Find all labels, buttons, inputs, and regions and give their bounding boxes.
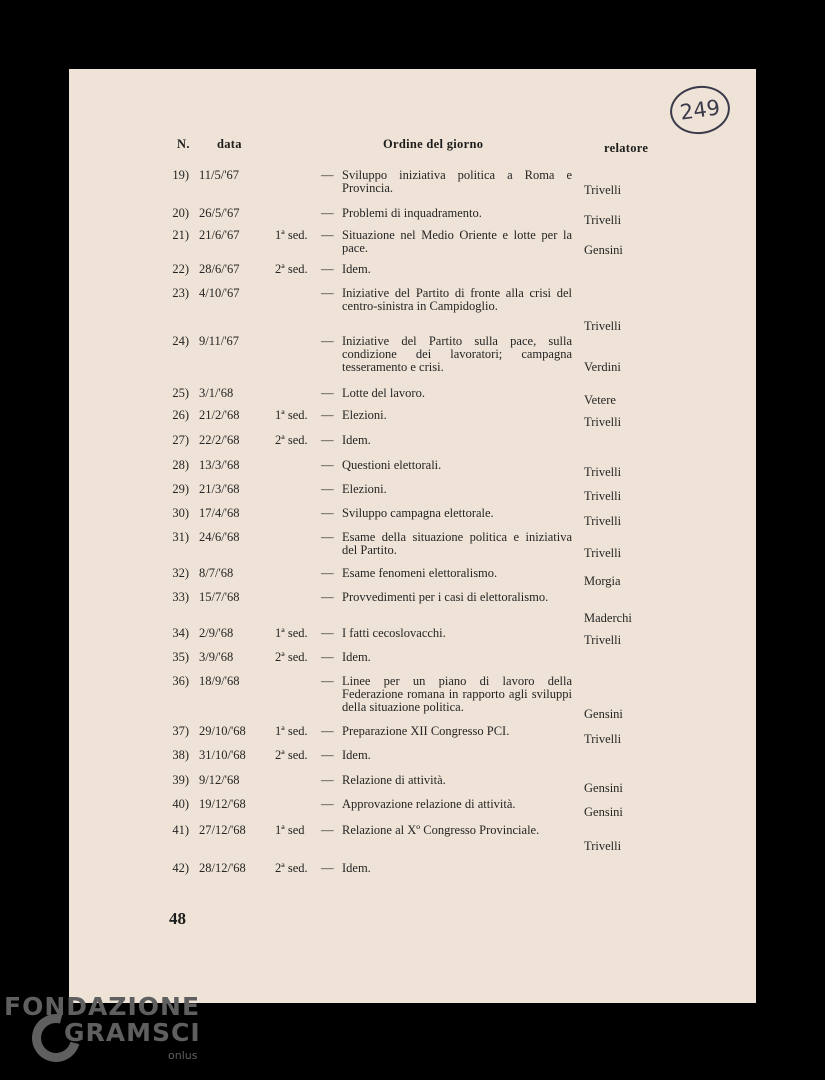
row-dash: — bbox=[321, 823, 334, 837]
row-subject: Sviluppo campagna elettorale. bbox=[342, 506, 494, 520]
row-dash: — bbox=[321, 861, 334, 875]
row-session: 2ª sed. bbox=[275, 262, 308, 276]
row-dash: — bbox=[321, 206, 334, 220]
row-date: 13/3/'68 bbox=[199, 458, 240, 472]
row-subject: Idem. bbox=[342, 433, 371, 447]
row-subject: Relazione di attività. bbox=[342, 773, 446, 787]
row-number: 21) bbox=[172, 228, 189, 242]
row-date: 17/4/'68 bbox=[199, 506, 240, 520]
logo-line-2: GRAMSCI bbox=[64, 1018, 201, 1047]
row-date: 29/10/'68 bbox=[199, 724, 246, 738]
row-subject: Provvedimenti per i casi di elettoralismo. bbox=[342, 590, 549, 604]
row-subject: Approvazione relazione di attività. bbox=[342, 797, 516, 811]
row-date: 9/12/'68 bbox=[199, 773, 240, 787]
row-number: 28) bbox=[172, 458, 189, 472]
row-subject: Sviluppo iniziativa politica a Roma e Provincia. bbox=[342, 168, 572, 195]
row-speaker: Trivelli bbox=[584, 489, 622, 503]
row-speaker: Trivelli bbox=[584, 319, 622, 333]
row-date: 8/7/'68 bbox=[199, 566, 234, 580]
row-number: 19) bbox=[172, 168, 189, 182]
row-session: 2ª sed. bbox=[275, 748, 308, 762]
row-dash: — bbox=[321, 626, 334, 640]
row-dash: — bbox=[321, 286, 334, 300]
page-number: 48 bbox=[169, 909, 186, 928]
row-speaker: Gensini bbox=[584, 707, 623, 721]
row-subject: Relazione al Xº Congresso Provinciale. bbox=[342, 823, 540, 837]
row-number: 38) bbox=[172, 748, 189, 762]
row-date: 9/11/'67 bbox=[199, 334, 239, 348]
logo-line-3: onlus bbox=[168, 1049, 198, 1062]
row-dash: — bbox=[321, 506, 334, 520]
row-speaker: Maderchi bbox=[584, 611, 632, 625]
row-speaker: Trivelli bbox=[584, 546, 622, 560]
row-subject: Esame della situazione politica e iniziativa del Partito. bbox=[342, 530, 572, 557]
row-session: 2ª sed. bbox=[275, 433, 308, 447]
handwritten-page-annotation: 249 bbox=[667, 82, 733, 138]
row-subject: Problemi di inquadramento. bbox=[342, 206, 482, 220]
row-subject: Elezioni. bbox=[342, 482, 387, 496]
row-date: 28/6/'67 bbox=[199, 262, 240, 276]
row-speaker: Gensini bbox=[584, 805, 623, 819]
row-date: 31/10/'68 bbox=[199, 748, 246, 762]
row-subject: Iniziative del Partito di fronte alla crisi del centro-sinistra in Campidoglio. bbox=[342, 286, 572, 313]
row-date: 3/9/'68 bbox=[199, 650, 234, 664]
row-dash: — bbox=[321, 530, 334, 544]
row-number: 27) bbox=[172, 433, 189, 447]
row-number: 25) bbox=[172, 386, 189, 400]
row-dash: — bbox=[321, 334, 334, 348]
row-date: 27/12/'68 bbox=[199, 823, 246, 837]
logo-line-1: FONDAZIONE bbox=[4, 992, 201, 1021]
row-speaker: Trivelli bbox=[584, 213, 622, 227]
row-date: 11/5/'67 bbox=[199, 168, 239, 182]
row-dash: — bbox=[321, 408, 334, 422]
row-subject: Questioni elettorali. bbox=[342, 458, 442, 472]
row-dash: — bbox=[321, 168, 334, 182]
row-number: 41) bbox=[172, 823, 189, 837]
row-dash: — bbox=[321, 650, 334, 664]
row-dash: — bbox=[321, 228, 334, 242]
row-number: 42) bbox=[172, 861, 189, 875]
header-speaker: relatore bbox=[604, 141, 649, 155]
row-speaker: Gensini bbox=[584, 781, 623, 795]
header-date: data bbox=[217, 137, 242, 151]
row-subject: Linee per un piano di lavoro della Federazione romana in rapporto agli sviluppi della situazione politica. bbox=[342, 674, 572, 714]
row-subject: Iniziative del Partito sulla pace, sulla condizione dei lavoratori; campagna tesseramento e crisi. bbox=[342, 334, 572, 374]
row-date: 21/6/'67 bbox=[199, 228, 240, 242]
row-number: 20) bbox=[172, 206, 189, 220]
row-number: 31) bbox=[172, 530, 189, 544]
row-number: 30) bbox=[172, 506, 189, 520]
row-date: 15/7/'68 bbox=[199, 590, 240, 604]
row-number: 22) bbox=[172, 262, 189, 276]
document-page bbox=[69, 69, 756, 1003]
row-subject: Elezioni. bbox=[342, 408, 387, 422]
row-session: 1ª sed. bbox=[275, 626, 308, 640]
row-speaker: Trivelli bbox=[584, 465, 622, 479]
row-dash: — bbox=[321, 724, 334, 738]
row-date: 22/2/'68 bbox=[199, 433, 240, 447]
row-session: 1ª sed bbox=[275, 823, 305, 837]
row-speaker: Trivelli bbox=[584, 514, 622, 528]
row-speaker: Gensini bbox=[584, 243, 623, 257]
row-speaker: Trivelli bbox=[584, 415, 622, 429]
row-subject: Preparazione XII Congresso PCI. bbox=[342, 724, 510, 738]
row-number: 24) bbox=[172, 334, 189, 348]
header-number: N. bbox=[177, 137, 190, 151]
row-date: 2/9/'68 bbox=[199, 626, 234, 640]
row-number: 33) bbox=[172, 590, 189, 604]
row-number: 34) bbox=[172, 626, 189, 640]
row-date: 21/3/'68 bbox=[199, 482, 240, 496]
row-session: 1ª sed. bbox=[275, 228, 308, 242]
row-dash: — bbox=[321, 262, 334, 276]
row-speaker: Trivelli bbox=[584, 839, 622, 853]
row-speaker: Trivelli bbox=[584, 732, 622, 746]
row-subject: Idem. bbox=[342, 650, 371, 664]
row-date: 26/5/'67 bbox=[199, 206, 240, 220]
row-speaker: Vetere bbox=[584, 393, 616, 407]
row-session: 2ª sed. bbox=[275, 861, 308, 875]
row-speaker: Verdini bbox=[584, 360, 621, 374]
row-subject: Idem. bbox=[342, 748, 371, 762]
row-date: 18/9/'68 bbox=[199, 674, 240, 688]
row-date: 4/10/'67 bbox=[199, 286, 240, 300]
row-dash: — bbox=[321, 748, 334, 762]
row-dash: — bbox=[321, 566, 334, 580]
row-number: 35) bbox=[172, 650, 189, 664]
row-session: 2ª sed. bbox=[275, 650, 308, 664]
row-number: 39) bbox=[172, 773, 189, 787]
row-dash: — bbox=[321, 458, 334, 472]
row-subject: Idem. bbox=[342, 262, 371, 276]
row-session: 1ª sed. bbox=[275, 724, 308, 738]
row-speaker: Trivelli bbox=[584, 183, 622, 197]
header-agenda: Ordine del giorno bbox=[383, 137, 484, 151]
row-dash: — bbox=[321, 797, 334, 811]
row-number: 40) bbox=[172, 797, 189, 811]
row-dash: — bbox=[321, 773, 334, 787]
row-date: 3/1/'68 bbox=[199, 386, 234, 400]
row-subject: Situazione nel Medio Oriente e lotte per la pace. bbox=[342, 228, 572, 255]
row-subject: I fatti cecoslovacchi. bbox=[342, 626, 446, 640]
row-date: 24/6/'68 bbox=[199, 530, 240, 544]
row-date: 28/12/'68 bbox=[199, 861, 246, 875]
row-speaker: Morgia bbox=[584, 574, 621, 588]
row-session: 1ª sed. bbox=[275, 408, 308, 422]
row-number: 26) bbox=[172, 408, 189, 422]
row-number: 29) bbox=[172, 482, 189, 496]
row-dash: — bbox=[321, 482, 334, 496]
row-dash: — bbox=[321, 386, 334, 400]
row-number: 32) bbox=[172, 566, 189, 580]
row-number: 37) bbox=[172, 724, 189, 738]
row-dash: — bbox=[321, 674, 334, 688]
row-date: 19/12/'68 bbox=[199, 797, 246, 811]
row-subject: Lotte del lavoro. bbox=[342, 386, 425, 400]
row-dash: — bbox=[321, 590, 334, 604]
row-speaker: Trivelli bbox=[584, 633, 622, 647]
row-subject: Esame fenomeni elettoralismo. bbox=[342, 566, 498, 580]
row-number: 23) bbox=[172, 286, 189, 300]
row-date: 21/2/'68 bbox=[199, 408, 240, 422]
row-subject: Idem. bbox=[342, 861, 371, 875]
row-dash: — bbox=[321, 433, 334, 447]
row-number: 36) bbox=[172, 674, 189, 688]
